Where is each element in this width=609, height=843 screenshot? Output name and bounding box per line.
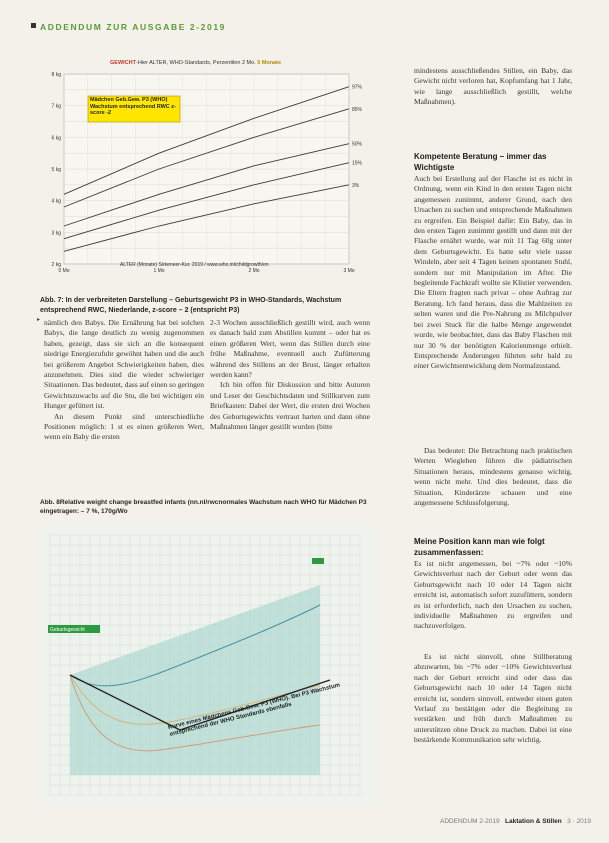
y-tick-label: 4 kg [51, 198, 61, 205]
x-tick-label: 3 Mo [343, 268, 355, 274]
y-tick-label: 6 kg [51, 135, 61, 142]
green-corner-marker [312, 558, 324, 564]
right-labels [352, 85, 363, 189]
y-tick-label: 5 kg [51, 167, 61, 173]
figure1-title-c: 5 Monate [257, 60, 282, 66]
green-legend-label: Geburtsgewicht [50, 627, 85, 633]
y-tick-label: 2 kg [51, 262, 61, 268]
right-para1: Auch bei Erstellung auf der Flasche ist es nicht in Ordnung, wenn ein Kind in den ersten Tagen nicht angemessen zunimmt, anderer Grund, nach den Ursachen zu suchen und entsprechende Maßnahmen zu ergreifen. Ein Beispiel dafür: Ein Baby, das in den ersten Tagen zunimmt gestillt und dann mit der Flasche ernährt wurde, war mit 11 Tag 60g unter dem Geburtsgewicht. Es hatte sehr viele nasse Windeln, aber seit 4 Tagen keinen spontanen Stuhl, sondern nur mit Manipulation im After. Die begleitende Fachkraft wollte sie Klistier verwenden. Die Eltern fragten nach privat – ohne Auftrag zur Beratung. Ich fand heraus, dass die Mahlzeiten zu selten waren und die Pre-Nahrung zu Milchpulver bei zwei Stuck für die halbe Menge angewendet wurde, wie beobachtet, dass das Baby Flaschen mit nur 30 % der benötigten Kalorienmenge erhielt. Entsprechende Änderungen führten sehr bald zu einer Gewichtsentwicklung dem Normalzustand. [414, 174, 572, 371]
series-label: 15% [352, 160, 363, 167]
footer-magazine: Laktation & Stillen [505, 818, 562, 825]
series-label: 3% [352, 182, 360, 189]
bullet-arrow-icon: ▸ [37, 317, 41, 323]
right-para4: Es ist nicht sinnvoll, ohne Stillberatung abzuwarten, bis ~7% oder ~10% Gewichtsverlust nach der Geburt erreicht sind oder dass das Geburtsgewicht nach 10 oder 14 Tagen nicht erreicht ist, sondern sinnvoll, entweder einen guten Verlauf zu bestätigen oder die Begleitung zu verstärken und früh durch Maßnahmen zu unterstützen ohne Druck zu machen. Dabei ist eine bestärkende Kommunikation sehr wichtig. [414, 652, 572, 745]
y-tick-labels [52, 72, 62, 268]
x-tick-labels [58, 268, 354, 274]
figure1-xlabel: ALTER (Monate) Sirkeneer-Kur. 2019 / www.who.int/childgrowth/en [120, 262, 269, 268]
footer [440, 818, 591, 825]
figure1-chart [40, 66, 370, 276]
y-tick-label: 3 kg [51, 230, 61, 237]
series-label: 50% [352, 141, 363, 148]
col2-para1: 2-3 Wochen ausschließlich gestillt wird, auch wenn es danach bald zum Abstillen kommt – oder hat es einen größeren Wert, wenn das Stillen durch eine frühe Maßnahme, eventuell auch Zufütterung während des Stillens an der Brust, länger erhalten werden kann? [210, 318, 370, 380]
x-tick-label: 2 Mo [248, 268, 260, 274]
figure1-title-b: -Hier ALTER, WHO-Standards, Perzentilen 2 Mo. [135, 60, 256, 66]
col1-para2: An diesem Punkt sind unterschiedliche Positionen möglich: 1 st es einen größeren Wert, wenn ein Baby die ersten [44, 411, 204, 442]
right-top-text: mindestens ausschließendes Stillen, ein Baby, das Gewicht nicht verloren hat, Kopfumfang hat 1 Jahr, wie lange ausschließlich gestillt, welche Maßnahmen). [414, 66, 572, 107]
y-tick-label: 7 kg [51, 103, 61, 110]
series-label: 85% [352, 106, 363, 113]
column-1 [44, 318, 204, 443]
series-label: 97% [352, 84, 363, 91]
diagonal-text: Kurve eines Mädchens Geb.Gew. P3 (WHO). Bei P3 Wachstum entsprechend der WHO Standards ebenfalls [167, 682, 341, 738]
figure2-chart [40, 525, 375, 805]
footer-page: 3 · 2019 [567, 818, 592, 825]
header-mark [31, 23, 36, 28]
col2-para2: Ich bin offen für Diskussion und bitte Autoren und Leser der Geschichtsdaten und Stillkurven zum Briefkasten: Dabei der Wert, die ersten drei Wochen des Geburtsgewichts vertraut harten und dann ohne Maßnahmen länger gestillt wurden (bitte [210, 380, 370, 432]
column-2 [210, 318, 370, 432]
caption-figure2: Abb. 8Relative weight change breastfed infants (nn.nl/rwcnormales Wachstum nach WHO für Mädchen P3 eingetragen: – 7 %, 170g/Wo [40, 499, 367, 515]
figure1-title-a: GEWICHT [110, 60, 136, 66]
footer-left: ADDENDUM 2-2019 [440, 818, 500, 825]
heading-meine-position: Meine Position kann man wie folgt zusammenfassen: [414, 537, 545, 557]
caption-figure1: Abb. 7: In der verbreiteten Darstellung – Geburtsgewicht P3 in WHO-Standards, Wachstum entsprechend RWC, Niederlande, z-score – 2 (entspricht P3) [40, 297, 342, 314]
x-tick-label: 1 Mo [153, 268, 165, 274]
legend-text: Mädchen Geb.Gew. P3 (WHO) Wachstum entsprechend RWC z-score -2 [90, 97, 176, 117]
running-header: ADDENDUM ZUR AUSGABE 2-2019 [40, 22, 226, 32]
y-tick-label: 8 kg [51, 72, 61, 78]
col1-para1: nämlich den Babys. Die Ernährung hat bei solchen Babys, die lange deutlich zu wenig zugenommen haben, gezeigt, dass sie sich an die konsequent niedrige Energiezufuhr gewöhnt haben und die auch bei größerem Angebot Schwierigkeiten haben, dies anzunehmen. Dies sind die wieder schwieriger Situationen. Das bedeutet, dass auf einen so geringen Gewichtszuwachs auf die Stu, die bei wichtigen ein Hunger gefüttert ist. [44, 318, 204, 411]
right-para2: Das bedeutet: Die Betrachtung nach praktischen Werten Wieglehen führen die pädiatrischen Situationen heraus, mindestens genauso wichtig, wenn nicht mehr. Und dies bedeutet, dass die Situation, Kinderärzte schauen und eine angemessene Schlussfolgerung. [414, 446, 572, 508]
x-tick-label: 0 Mo [58, 268, 70, 274]
right-para3: Es ist nicht angemessen, bei ~7% oder ~10% Gewichtsverlust nach der Geburt oder wenn das Geburtsgewicht nach 10 oder 14 Tagen nicht erreicht ist, automatisch sofort zuzufüttern, sondern es ist erforderlich, nach den Ursachen zu suchen, individuelle Maßnahmen zu ergreifen und nachzuverfolgen. [414, 559, 572, 631]
heading-kompetente-beratung: Kompetente Beratung – immer das Wichtigste [414, 152, 547, 172]
